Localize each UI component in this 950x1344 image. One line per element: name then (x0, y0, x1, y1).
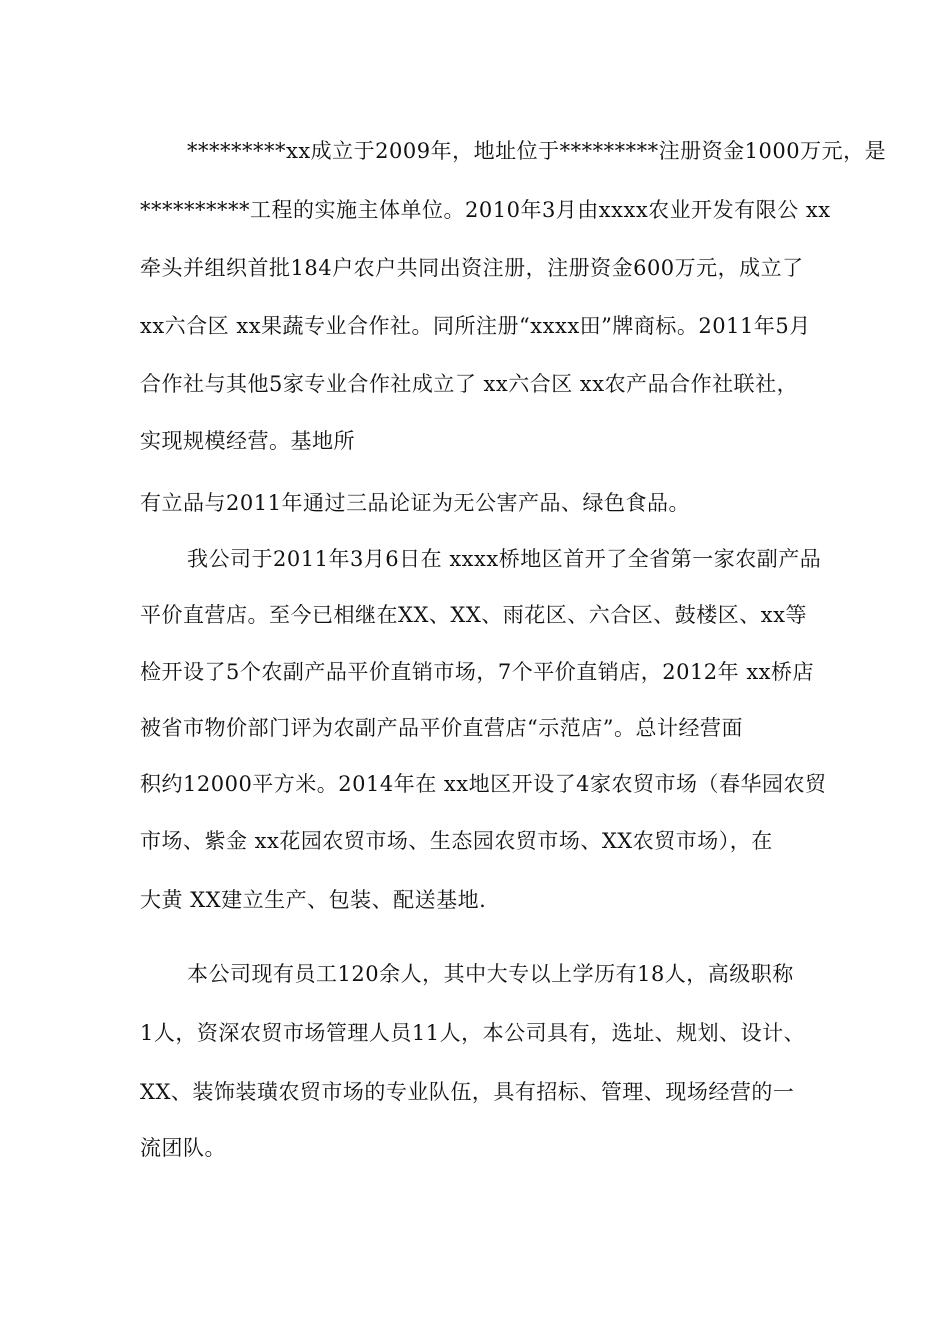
paragraph-4-line-1: 本公司现有员工120余人，其中大专以上学历有18人，高级职称 (187, 962, 794, 986)
paragraph-1-line-2: **********工程的实施主体单位。2010年3月由xxxx农业开发有限公 xx (140, 198, 831, 222)
paragraph-1-line-1: *********xx成立于2009年，地址位于*********注册资金1000万元，是 (187, 139, 887, 163)
paragraph-2-line-1: 有立品与2011年通过三品论证为无公害产品、绿色食品。 (140, 491, 690, 515)
paragraph-1-line-3: 牵头并组织首批184户农户共同出资注册，注册资金600万元，成立了 (140, 256, 804, 280)
paragraph-1-line-5: 合作社与其他5家专业合作社成立了 xx六合区 xx农产品合作社联社， (140, 372, 799, 396)
paragraph-1-line-6: 实现规模经营。基地所 (140, 429, 355, 453)
paragraph-3-line-6: 市场、紫金 xx花园农贸市场、生态园农贸市场、XX农贸市场），在 (140, 829, 773, 853)
paragraph-3-line-4: 被省市物价部门评为农副产品平价直营店“示范店”。总计经营面 (140, 716, 743, 740)
paragraph-3-line-5: 积约12000平方米。2014年在 xx地区开设了4家农贸市场（春华园农贸 (140, 772, 827, 796)
paragraph-3-line-1: 我公司于2011年3月6日在 xxxx桥地区首开了全省第一家农副产品 (187, 547, 822, 571)
paragraph-4-line-2: 1人，资深农贸市场管理人员11人，本公司具有，选址、规划、设计、 (140, 1021, 806, 1045)
paragraph-1-line-4: xx六合区 xx果蔬专业合作社。同所注册“xxxx田”牌商标。2011年5月 (140, 314, 811, 338)
paragraph-3-line-2: 平价直营店。至今已相继在XX、XX、雨花区、六合区、鼓楼区、xx等 (140, 603, 807, 627)
paragraph-4-line-3: XX、装饰装璜农贸市场的专业队伍，具有招标、管理、现场经营的一 (140, 1080, 795, 1104)
paragraph-3-line-3: 检开设了5个农副产品平价直销市场，7个平价直销店，2012年 xx桥店 (140, 660, 815, 684)
paragraph-3-line-7: 大黄 XX建立生产、包装、配送基地. (140, 888, 487, 912)
paragraph-4-line-4: 流团队。 (140, 1136, 226, 1160)
